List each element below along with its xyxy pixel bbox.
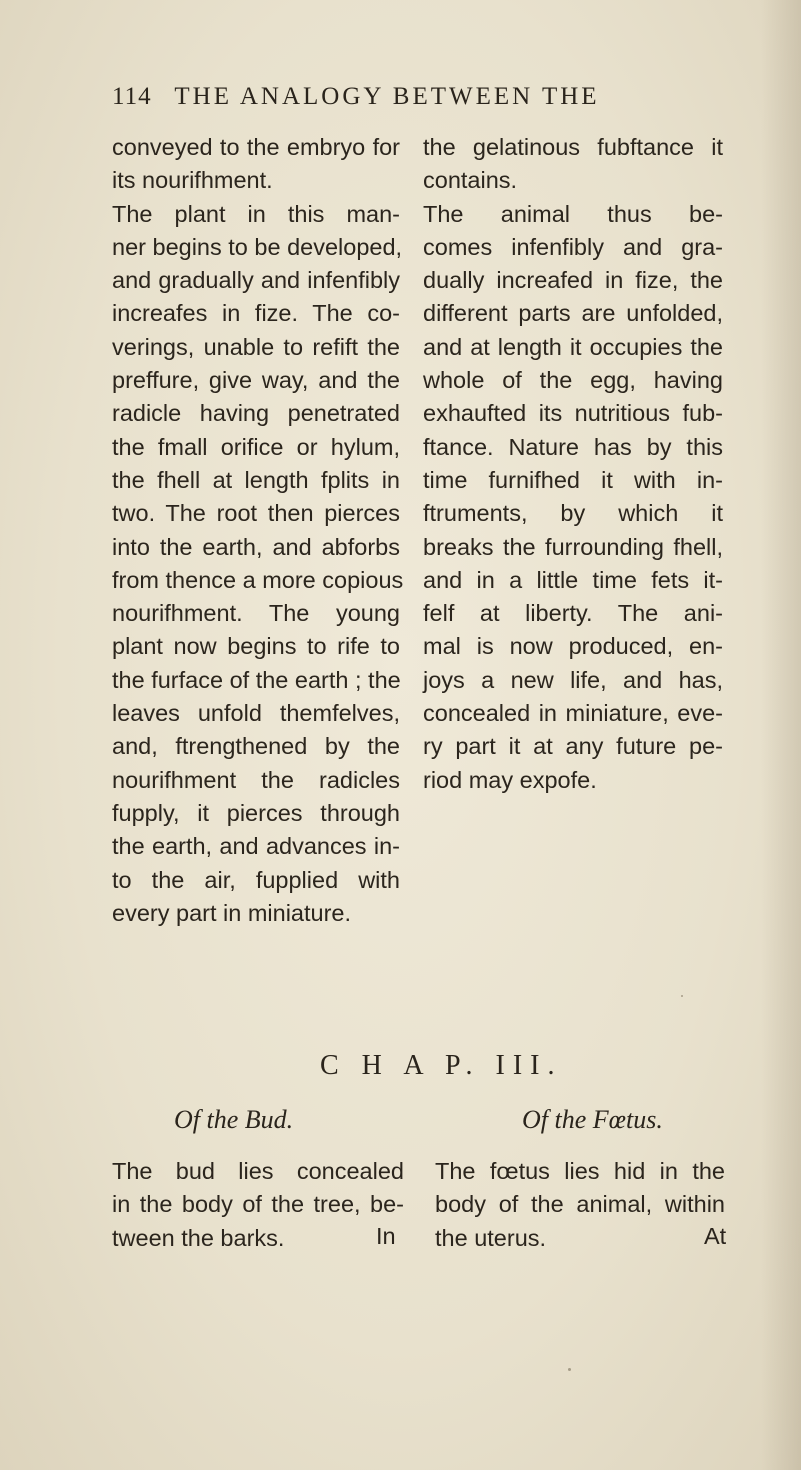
text-line: dually increafed in fize, the xyxy=(423,267,723,294)
text-line: and, ftrengthened by the xyxy=(112,733,400,760)
text-line: and gradually and infenfibly xyxy=(112,267,400,294)
text-line: joys a new life, and has, xyxy=(423,666,723,693)
text-line: tween the barks. xyxy=(112,1224,285,1251)
text-line: two. The root then pierces xyxy=(112,500,400,527)
text-line: body of the animal, within xyxy=(435,1191,725,1218)
text-line: whole of the egg, having xyxy=(423,367,723,394)
foetus-paragraph xyxy=(435,1155,725,1255)
paper-speck xyxy=(681,995,683,997)
paper-speck xyxy=(568,1368,571,1371)
text-line: increafes in fize. The co- xyxy=(112,300,400,327)
page-edge-shadow xyxy=(761,0,801,1470)
catchword-right: At xyxy=(704,1223,727,1249)
text-line: plant now begins to rife to xyxy=(112,633,400,660)
text-line: felf at liberty. The ani- xyxy=(423,600,723,627)
text-line: the fhell at length fplits in xyxy=(112,466,400,493)
text-line: ner begins to be developed, xyxy=(112,233,403,260)
left-column-text xyxy=(112,131,404,930)
text-line: The fœtus lies hid in the xyxy=(435,1158,725,1184)
text-line: breaks the furrounding fhell, xyxy=(423,533,723,560)
text-line: concealed in miniature, eve- xyxy=(423,700,723,727)
text-line: preffure, give way, and the xyxy=(112,367,400,394)
text-line: ftruments, by which it xyxy=(423,500,723,527)
text-line: conveyed to the embryo for xyxy=(112,134,400,160)
text-line: verings, unable to refift the xyxy=(112,333,400,360)
running-head xyxy=(112,83,762,111)
text-line: the furface of the earth ; the xyxy=(112,666,401,693)
foetus-subheading: Of the Fœtus. xyxy=(522,1105,663,1134)
text-line: the uterus. xyxy=(435,1224,547,1251)
text-line: ry part it at any future pe- xyxy=(423,733,723,760)
right-column-text xyxy=(423,131,723,797)
text-line: ftance. Nature has by this xyxy=(423,433,723,460)
text-line: in the body of the tree, be- xyxy=(112,1191,404,1218)
text-line: radicle having penetrated xyxy=(112,400,400,427)
text-line: mal is now produced, en- xyxy=(423,633,723,660)
text-line: fupply, it pierces through xyxy=(112,799,400,826)
text-line: different parts are unfolded, xyxy=(423,300,723,327)
running-head-title: THE ANALOGY BETWEEN THE xyxy=(174,83,600,110)
text-line: The bud lies concealed xyxy=(112,1158,404,1184)
text-line: leaves unfold themfelves, xyxy=(112,700,400,727)
text-line: from thence a more copious xyxy=(112,566,404,593)
bud-paragraph xyxy=(112,1155,404,1255)
text-line: contains. xyxy=(423,167,518,194)
text-line: its nourifhment. xyxy=(112,167,273,194)
text-line: The animal thus be- xyxy=(423,200,723,227)
catchword-left: In xyxy=(376,1223,396,1249)
text-line: the earth, and advances in- xyxy=(112,833,400,860)
text-line: nourifhment the radicles xyxy=(112,766,400,793)
text-line: comes infenfibly and gra- xyxy=(423,233,723,260)
text-line: to the air, fupplied with xyxy=(112,866,400,893)
bud-subheading: Of the Bud. xyxy=(174,1105,294,1134)
text-line: the gelatinous fubftance it xyxy=(423,134,723,160)
text-line: the fmall orifice or hylum, xyxy=(112,433,400,460)
text-line: every part in miniature. xyxy=(112,899,352,926)
text-line: and in a little time fets it- xyxy=(423,566,723,593)
text-line: into the earth, and abforbs xyxy=(112,533,400,560)
text-line: and at length it occupies the xyxy=(423,333,723,360)
text-line: riod may expofe. xyxy=(423,766,597,793)
text-line: exhaufted its nutritious fub- xyxy=(423,400,723,427)
text-line: time furnifhed it with in- xyxy=(423,466,723,493)
chapter-heading: C H A P. III. xyxy=(320,1050,563,1081)
text-line: nourifhment. The young xyxy=(112,600,400,627)
text-line: The plant in this man- xyxy=(112,200,400,227)
page-number: 114 xyxy=(112,83,152,110)
